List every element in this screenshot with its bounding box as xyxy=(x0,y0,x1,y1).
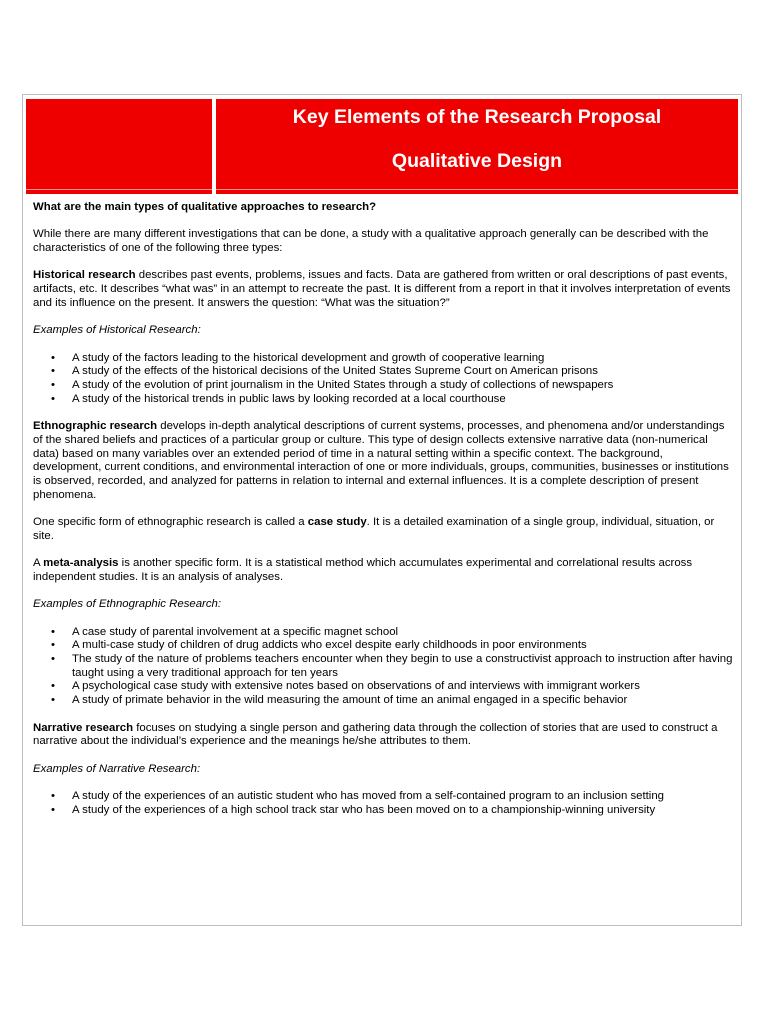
historical-examples-label: Examples of Historical Research: xyxy=(33,324,201,337)
header-row-rule xyxy=(26,189,738,190)
list-item: • A study of the experiences of a high school track star who has been moved on to a championship-winning university xyxy=(33,804,733,818)
list-item: • A study of the effects of the historical decisions of the United States Supreme Court on American prisons xyxy=(33,365,733,379)
meta-analysis-term: meta-analysis xyxy=(43,557,119,570)
header-left-cell xyxy=(26,98,212,194)
historical-text: describes past events, problems, issues and facts. Data are gathered from written or oral descriptions of past events, artifacts, etc. It describes “what was” in an attempt to recreate the past. It is different from a report in that it involves interpretation of events and its influence on the present. It answers the question: “What was the situation?” xyxy=(33,269,731,309)
list-item: • A case study of parental involvement at a specific magnet school xyxy=(33,626,733,640)
ethnographic-examples-list xyxy=(33,626,733,708)
list-item: • A study of the experiences of an autistic student who has moved from a self-contained program to an inclusion setting xyxy=(33,790,733,804)
list-item: • A study of the factors leading to the historical development and growth of cooperative learning xyxy=(33,352,733,366)
list-item: • A study of the evolution of print journalism in the United States through a study of collections of newspapers xyxy=(33,379,733,393)
document-frame xyxy=(22,94,742,926)
header-right-cell xyxy=(216,98,738,194)
narrative-paragraph xyxy=(33,722,733,749)
header-top-rule xyxy=(26,98,738,99)
list-item: • A multi-case study of children of drug addicts who excel despite early childhoods in poor environments xyxy=(33,639,733,653)
list-item: • The study of the nature of problems teachers encounter when they begin to use a constructivist approach to instruction after having taught using a very traditional approach for ten years xyxy=(33,653,733,680)
narrative-examples-list xyxy=(33,790,733,817)
section-question: What are the main types of qualitative approaches to research? xyxy=(33,201,377,213)
list-item: • A study of primate behavior in the wild measuring the amount of time an animal engaged in a specific behavior xyxy=(33,694,733,708)
page-subtitle: Qualitative Design xyxy=(391,150,563,172)
header-banner xyxy=(26,98,738,194)
ethnographic-text: develops in-depth analytical descriptions of current systems, processes, and phenomena and/or understandings of the shared beliefs and practices of a particular group or culture. This type of design collects extensive narrative data (non-numerical data) based on many variables over an extended period of time in a natural setting within a specific context. The background, development, current conditions, and environmental interaction of one or more individuals, groups, communities, businesses or institutions is observed, recorded, and analyzed for patterns in relation to internal and external influences. It is a complete description of present phenomena. xyxy=(33,420,729,501)
historical-term: Historical research xyxy=(33,269,136,282)
meta-analysis-paragraph: A meta-analysis is another specific form. It is a statistical method which accumulates experimental and correlational results across independent studies. It is an analysis of analyses. xyxy=(33,557,693,583)
historical-paragraph xyxy=(33,269,733,310)
narrative-text: focuses on studying a single person and gathering data through the collection of stories that are used to construct a narrative about the individual’s experience and the meanings he/she attributes to them. xyxy=(33,721,718,748)
ethnographic-paragraph xyxy=(33,420,733,502)
case-study-term: case study xyxy=(307,516,367,529)
case-study-paragraph: One specific form of ethnographic research is called a case study. It is a detailed examination of a single group, individual, situation, or site. xyxy=(33,516,715,542)
ethnographic-term: Ethnographic research xyxy=(33,420,158,433)
narrative-term: Narrative research xyxy=(33,721,134,734)
list-item: • A study of the historical trends in public laws by looking recorded at a local courthouse xyxy=(33,393,733,407)
intro-paragraph: While there are many different investigations that can be done, a study with a qualitative approach generally can be described with the characteristics of one of the following three types: xyxy=(33,228,709,255)
list-item: • A psychological case study with extensive notes based on observations of and interviews with immigrant workers xyxy=(33,680,733,694)
ethnographic-examples-label: Examples of Ethnographic Research: xyxy=(33,598,222,611)
narrative-examples-label: Examples of Narrative Research: xyxy=(33,762,201,775)
page-title: Key Elements of the Research Proposal xyxy=(292,106,662,128)
historical-examples-list xyxy=(33,352,733,407)
document-body xyxy=(33,201,733,817)
